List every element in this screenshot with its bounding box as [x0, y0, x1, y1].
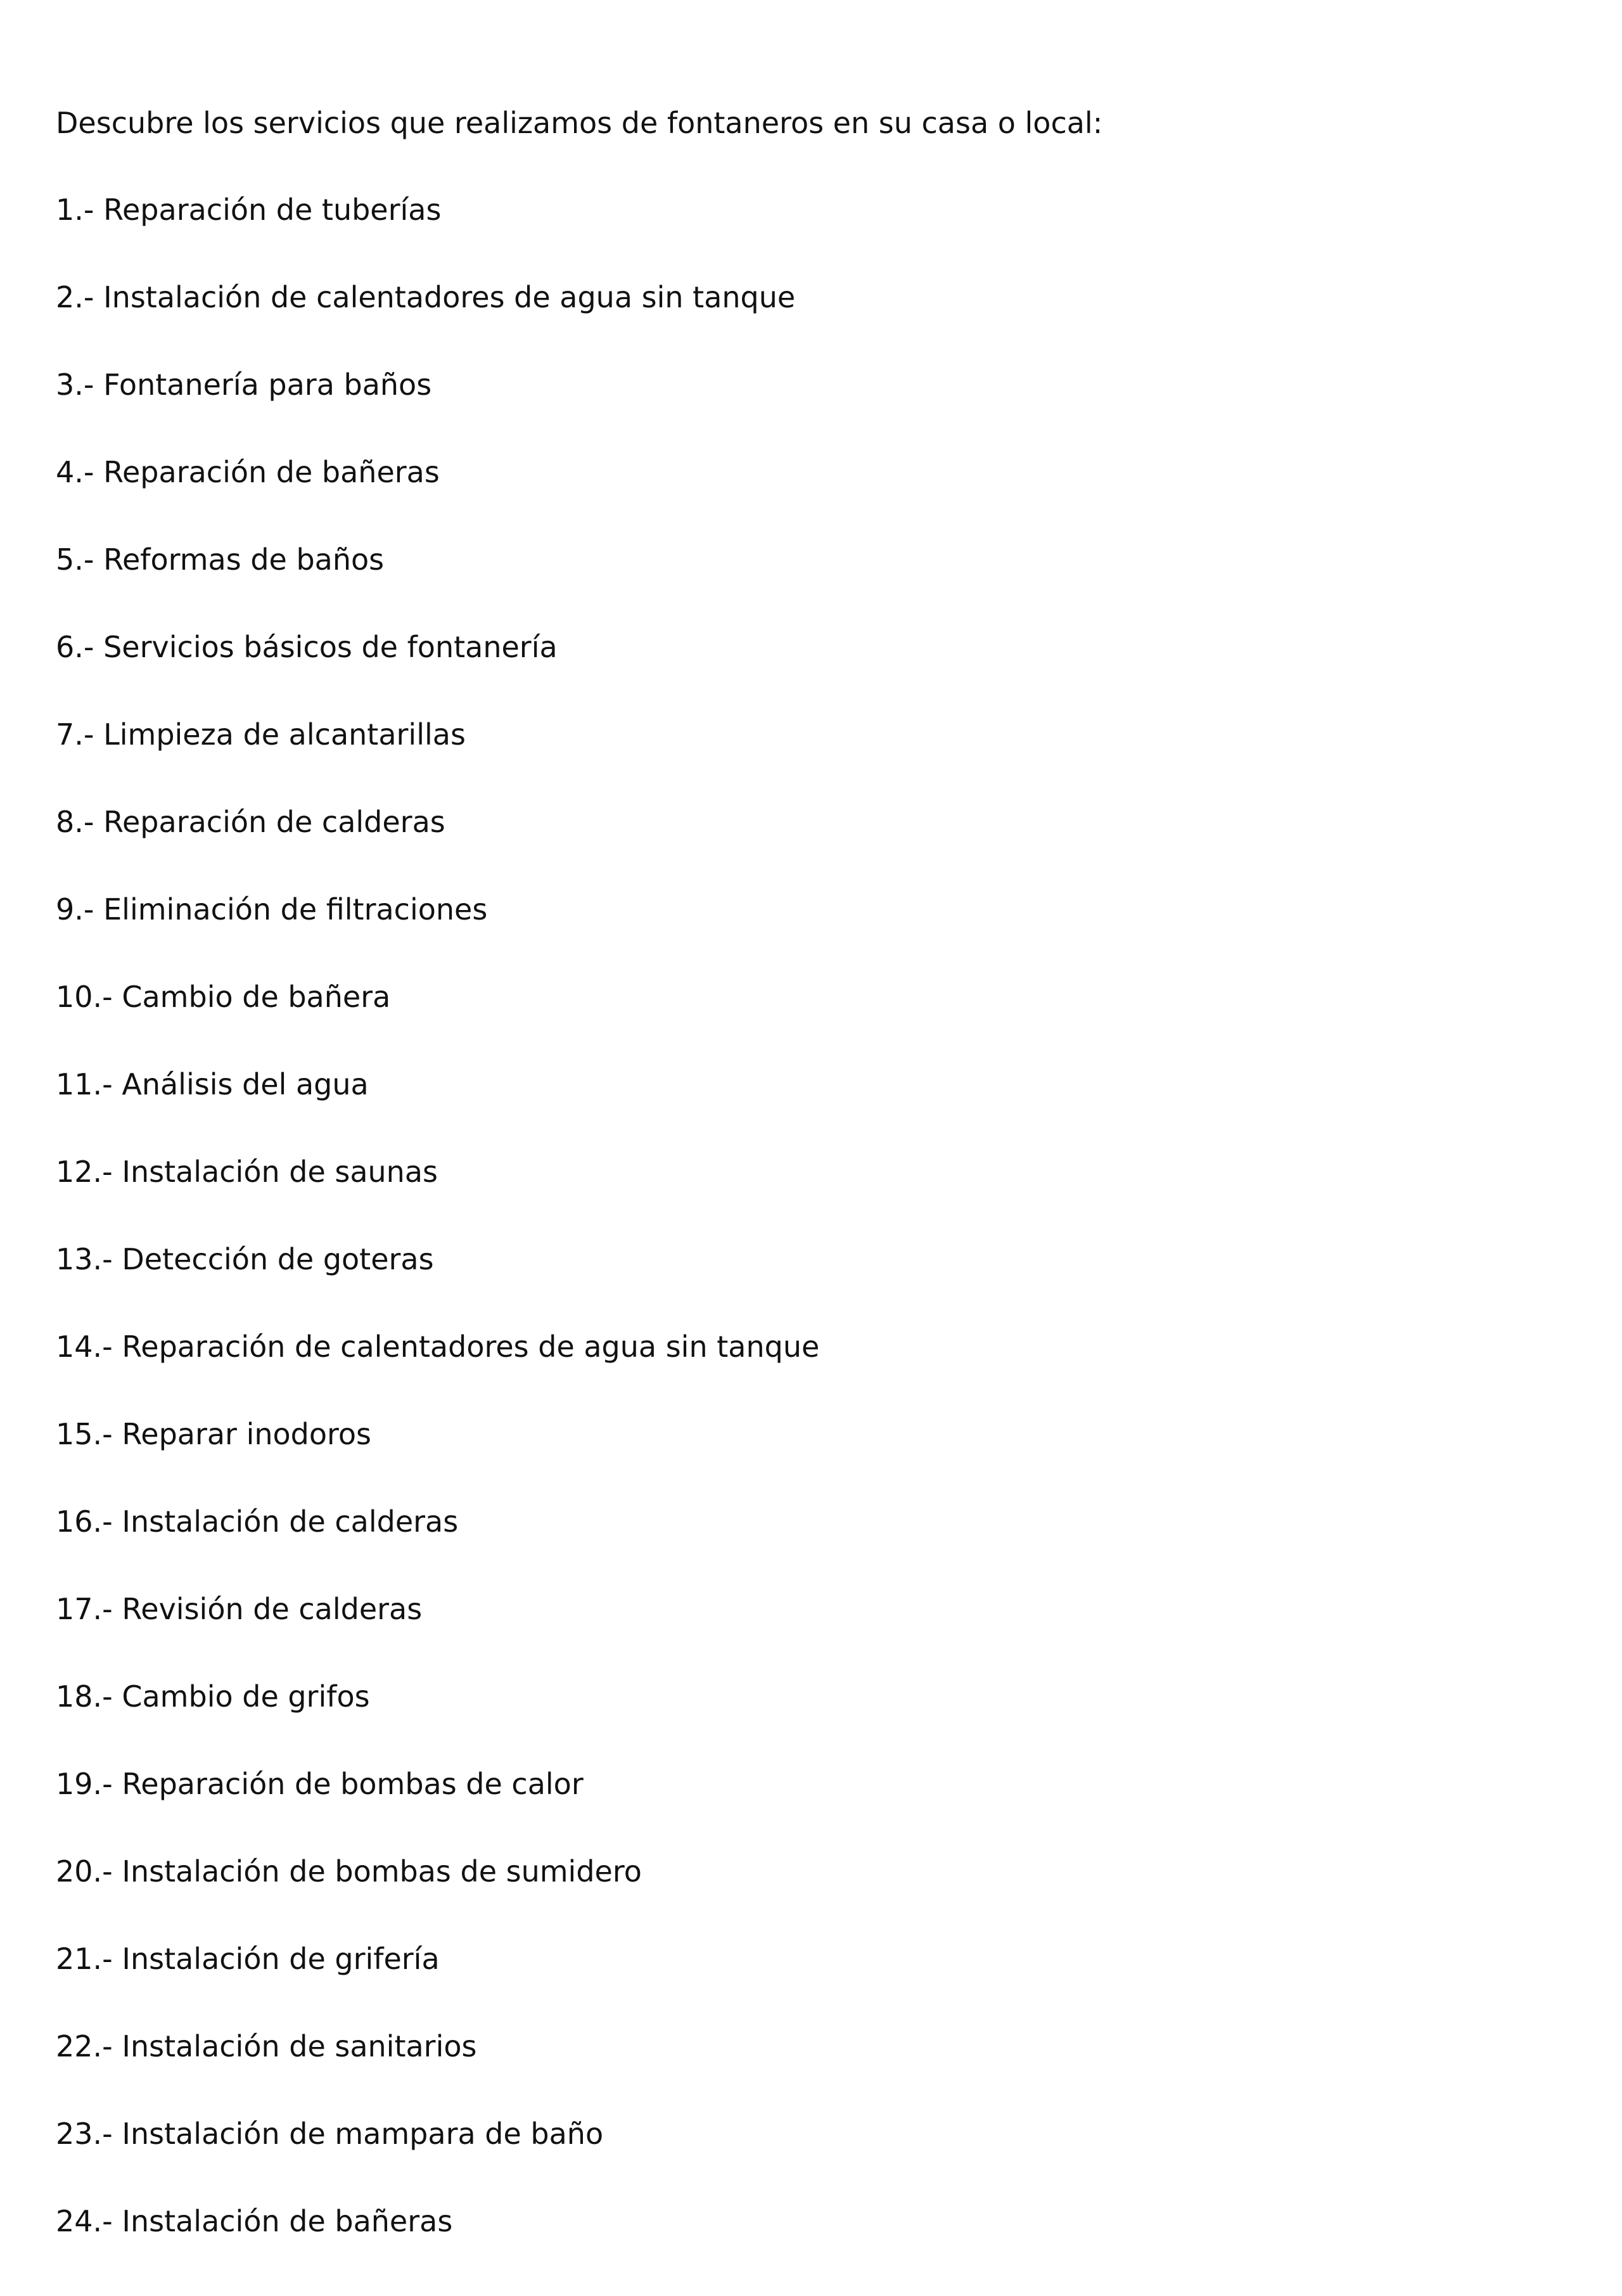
service-item-21: 21.- Instalación de grifería — [56, 1942, 440, 1976]
intro-text: Descubre los servicios que realizamos de fontaneros en su casa o local: — [56, 106, 1103, 140]
services-list — [56, 187, 819, 2286]
service-item-14: 14.- Reparación de calentadores de agua sin tanque — [56, 1330, 820, 1364]
service-item-22: 22.- Instalación de sanitarios — [56, 2029, 477, 2063]
service-item-20: 20.- Instalación de bombas de sumidero — [56, 1854, 642, 1889]
service-item-3: 3.- Fontanería para baños — [56, 368, 432, 402]
service-item-4: 4.- Reparación de bañeras — [56, 455, 440, 489]
service-item-8: 8.- Reparación de calderas — [56, 805, 445, 839]
service-item-10: 10.- Cambio de bañera — [56, 980, 391, 1014]
service-item-15: 15.- Reparar inodoros — [56, 1417, 372, 1451]
service-item-17: 17.- Revisión de calderas — [56, 1592, 423, 1626]
service-item-2: 2.- Instalación de calentadores de agua sin tanque — [56, 280, 796, 314]
service-item-12: 12.- Instalación de saunas — [56, 1155, 438, 1189]
service-item-23: 23.- Instalación de mampara de baño — [56, 2117, 604, 2151]
service-item-1: 1.- Reparación de tuberías — [56, 193, 442, 227]
service-item-18: 18.- Cambio de grifos — [56, 1679, 370, 1714]
service-item-19: 19.- Reparación de bombas de calor — [56, 1767, 584, 1801]
service-item-11: 11.- Análisis del agua — [56, 1067, 369, 1101]
service-item-7: 7.- Limpieza de alcantarillas — [56, 717, 466, 752]
service-item-16: 16.- Instalación de calderas — [56, 1504, 459, 1539]
service-item-5: 5.- Reformas de baños — [56, 542, 385, 577]
service-item-9: 9.- Eliminación de filtraciones — [56, 892, 488, 927]
service-item-24: 24.- Instalación de bañeras — [56, 2204, 453, 2238]
service-item-13: 13.- Detección de goteras — [56, 1242, 434, 1276]
service-item-6: 6.- Servicios básicos de fontanería — [56, 630, 558, 664]
